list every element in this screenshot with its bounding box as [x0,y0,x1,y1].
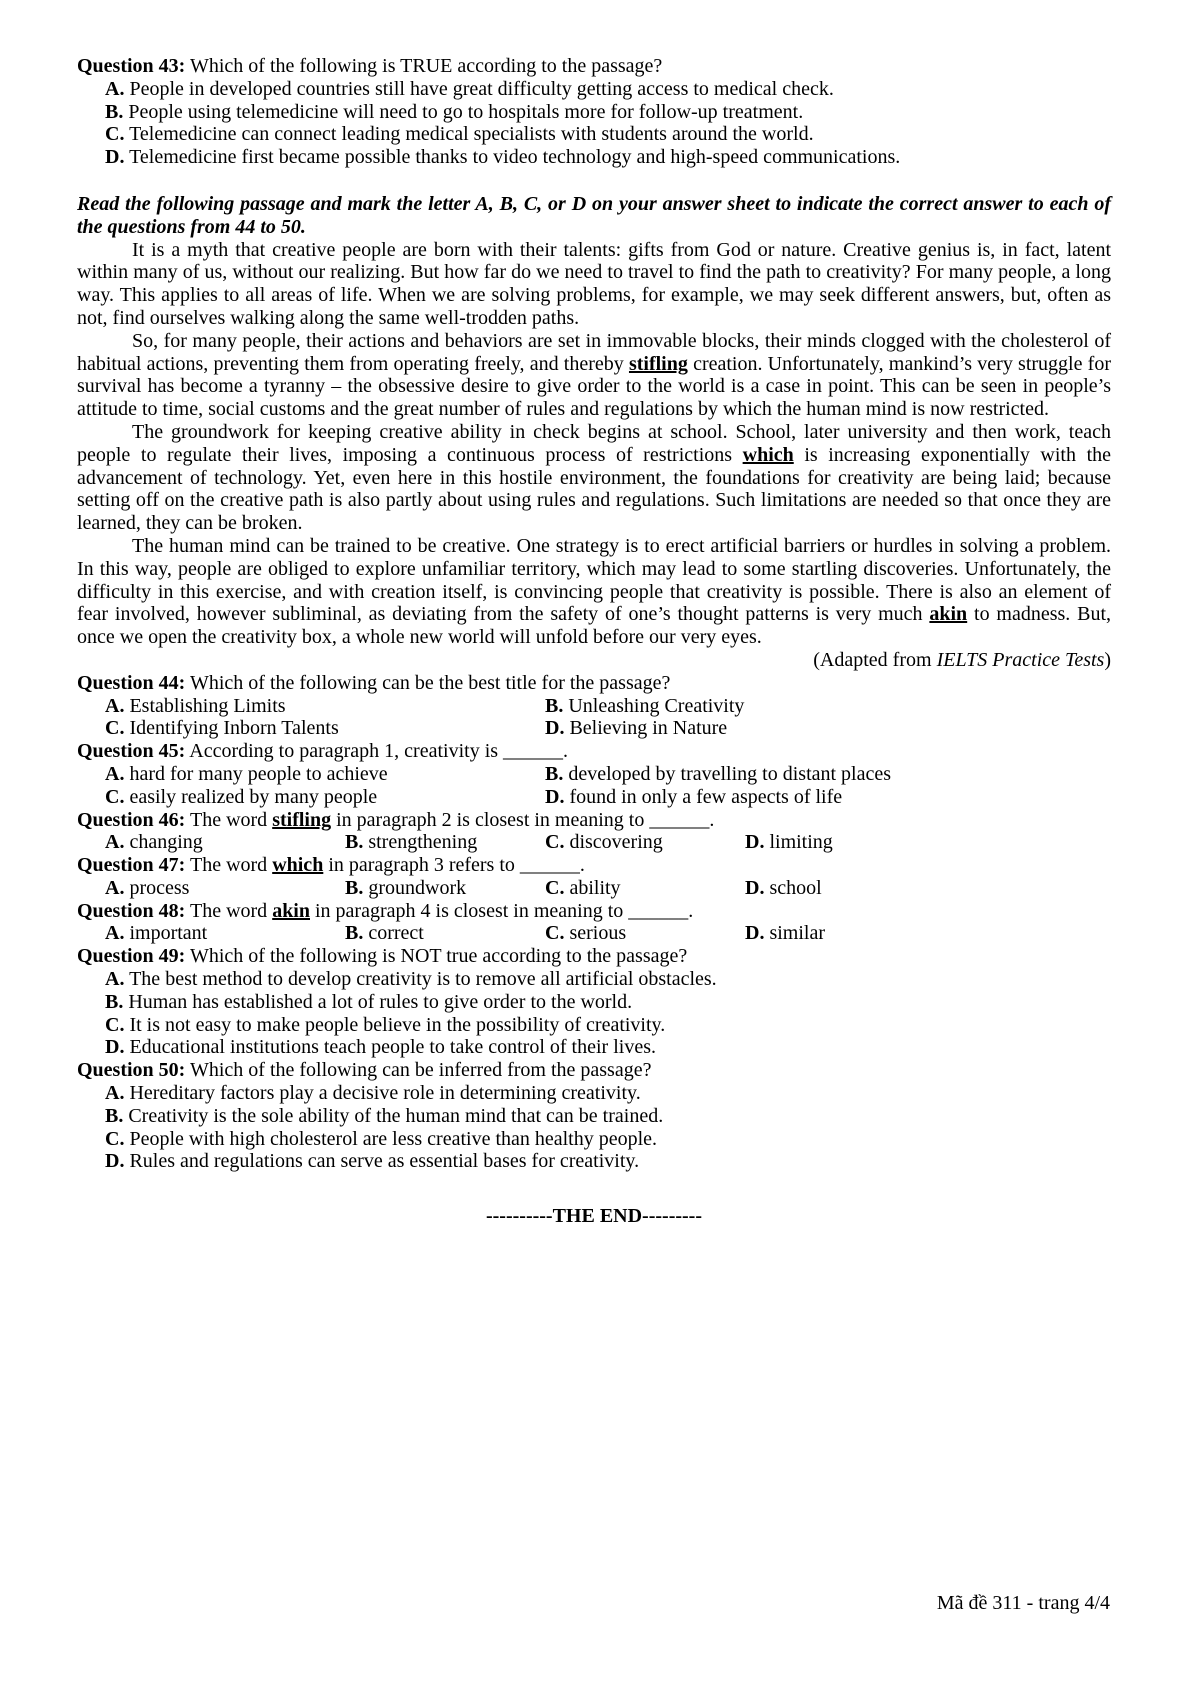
question-49 [77,945,1111,1059]
question-49-stem-text: Which of the following is NOT true according to the passage? [189,945,688,968]
paragraph-text: The groundwork for keeping creative ability in check begins at school. School, later university and then work, teach people to regulate their lives, imposing a continuous process of restrictions [77,420,1111,466]
option-letter: A. [105,968,125,991]
option-text: school [769,876,822,899]
option-letter: D. [745,922,765,945]
question-47-stem-text: The word [189,854,273,877]
option-letter: D. [105,1036,125,1059]
question-44-option-d [545,717,1111,740]
question-49-option-c [77,1014,1111,1037]
question-46-option-c [545,831,745,854]
option-text: Establishing Limits [129,694,286,717]
question-46-option-a [105,831,345,854]
option-letter: D. [105,146,125,169]
option-letter: D. [745,831,765,854]
option-letter: B. [345,876,364,899]
question-45 [77,740,1111,808]
option-text: The best method to develop creativity is to remove all artificial obstacles. [129,968,717,991]
question-50-label: Question 50: [77,1059,186,1082]
question-48-option-a [105,922,345,945]
paragraph-text: to madness. But, once we open the creativity box, a whole new world will unfold before our very eyes. [77,603,1111,649]
option-text: Identifying Inborn Talents [129,717,339,740]
option-letter: C. [105,1127,125,1150]
option-text: Creativity is the sole ability of the human mind that can be trained. [128,1104,664,1127]
option-letter: C. [545,831,565,854]
option-letter: D. [545,785,565,808]
question-45-option-c [105,786,545,809]
option-letter: C. [545,922,565,945]
option-letter: C. [545,876,565,899]
option-letter: C. [105,123,125,146]
question-46 [77,809,1111,855]
passage-paragraph-4 [77,535,1111,649]
question-46-options-row [77,831,1111,854]
option-letter: B. [105,1104,124,1127]
keyword-akin: akin [929,603,968,626]
paragraph-text: The human mind can be trained to be creative. One strategy is to erect artificial barriers or hurdles in solving a problem. In this way, people are obliged to explore unfamiliar territory, which may lead to some startling discoveries. Unfortunately, the difficulty in this exercise, and with creation itself, is convincing people that creativity is possible. There is also an element of fear involved, however subliminal, as deviating from the safety of one’s thought patterns is very much [77,534,1111,626]
question-48-option-b [345,922,545,945]
question-50-option-c [77,1128,1111,1151]
the-end-marker: ----------THE END--------- [485,1205,702,1228]
option-text: important [129,922,208,945]
paragraph-text: So, for many people, their actions and behaviors are set in immovable blocks, their minds clogged with the cholesterol of habitual actions, preventing them from operating freely, and thereby [77,329,1111,375]
option-text: easily realized by many people [129,785,378,808]
question-47-option-c [545,877,745,900]
option-text: developed by travelling to distant places [568,762,892,785]
option-text: found in only a few aspects of life [569,785,843,808]
question-43-option-b [77,101,1111,124]
option-letter: A. [105,922,125,945]
paragraph-text: is increasing exponentially with the advancement of technology. Yet, even here in this hostile environment, the foundations for creativity are being laid; because setting off on the creative path is also partly about using rules and regulations. Such limitations are needed so that once they are learned, they can be broken. [77,443,1111,535]
question-45-option-b [545,763,1111,786]
option-text: Believing in Nature [569,717,728,740]
source-text: ) [1104,648,1111,671]
option-text: Hereditary factors play a decisive role in determining creativity. [129,1082,641,1105]
question-48 [77,900,1111,946]
option-text: hard for many people to achieve [129,762,388,785]
question-44 [77,672,1111,740]
question-43 [77,55,1111,169]
question-48-option-c [545,922,745,945]
passage-paragraph-3 [77,421,1111,535]
question-43-label: Question 43: [77,55,186,77]
keyword-stifling: stifling [628,352,688,375]
option-text: Telemedicine can connect leading medical specialists with students around the world. [129,123,814,146]
question-49-label: Question 49: [77,945,186,968]
question-44-options-row-1 [77,695,1111,718]
question-47-stem [77,854,1111,877]
question-43-option-c [77,123,1111,146]
question-47-stem-text: in paragraph 3 refers to ______. [323,854,585,877]
question-50-option-a [77,1082,1111,1105]
option-text: Telemedicine first became possible thanks to video technology and high-speed communications. [129,146,901,169]
question-45-stem-text: According to paragraph 1, creativity is ______. [189,740,569,763]
question-50-option-b [77,1105,1111,1128]
question-47-option-a [105,877,345,900]
question-44-option-a [105,695,545,718]
question-49-option-b [77,991,1111,1014]
question-47-keyword: which [272,854,324,877]
question-48-option-d [745,922,1111,945]
option-letter: A. [105,1082,125,1105]
option-letter: B. [545,762,564,785]
option-letter: A. [105,876,125,899]
option-text: ability [569,876,621,899]
option-letter: B. [345,831,364,854]
question-45-options-row-1 [77,763,1111,786]
option-text: Human has established a lot of rules to give order to the world. [128,990,633,1013]
question-50-stem [77,1059,1111,1082]
question-45-label: Question 45: [77,740,186,763]
paragraph-text: creation. Unfortunately, mankind’s very struggle for survival has become a tyranny – the obsessive desire to give order to the world is a case in point. This can be seen in people’s attitude to time, social customs and the great number of rules and regulations by which the human mind is now restricted. [77,352,1111,421]
question-43-option-a [77,78,1111,101]
question-48-stem [77,900,1111,923]
option-letter: B. [105,990,124,1013]
question-46-stem-text: in paragraph 2 is closest in meaning to ______. [331,808,715,831]
option-letter: A. [105,831,125,854]
question-45-options-row-2 [77,786,1111,809]
question-43-stem-text: Which of the following is TRUE according to the passage? [189,55,663,77]
question-48-keyword: akin [272,899,310,922]
question-48-stem-text: in paragraph 4 is closest in meaning to ______. [310,899,694,922]
option-text: process [129,876,190,899]
question-48-label: Question 48: [77,899,186,922]
option-letter: D. [545,717,565,740]
option-text: correct [368,922,424,945]
question-49-stem [77,945,1111,968]
option-letter: D. [745,876,765,899]
option-letter: A. [105,77,125,100]
question-47-option-b [345,877,545,900]
question-46-stem-text: The word [189,808,273,831]
page-footer-exam-code: Mã đề 311 - trang 4/4 [936,1592,1110,1614]
option-letter: C. [105,1013,125,1036]
question-44-option-b [545,695,1111,718]
question-49-option-a [77,968,1111,991]
question-48-stem-text: The word [189,899,273,922]
question-48-options-row [77,922,1111,945]
passage-paragraph-1: It is a myth that creative people are born with their talents: gifts from God or nature. Creative genius is, in fact, latent within many of us, without our realizing. But how far do we need to travel to find the path to creativity? For many people, a long way. This applies to all areas of life. When we are solving problems, for example, we may seek different answers, but, often as not, find ourselves walking along the same well-trodden paths. [77,238,1111,329]
question-47 [77,854,1111,900]
question-43-stem [77,55,1111,78]
option-text: Educational institutions teach people to take control of their lives. [129,1036,656,1059]
question-50 [77,1059,1111,1173]
option-text: discovering [569,831,663,854]
question-44-options-row-2 [77,717,1111,740]
question-49-option-d [77,1036,1111,1059]
question-46-option-d [745,831,1111,854]
question-43-option-d [77,146,1111,169]
question-47-option-d [745,877,1111,900]
option-letter: B. [345,922,364,945]
question-47-label: Question 47: [77,854,186,877]
passage-instruction: Read the following passage and mark the letter A, B, C, or D on your answer sheet to indicate the correct answer to each of the questions from 44 to 50. [77,192,1111,238]
option-text: changing [129,831,203,854]
option-letter: A. [105,762,125,785]
question-47-options-row [77,877,1111,900]
question-50-option-d [77,1150,1111,1173]
option-text: serious [569,922,627,945]
question-50-stem-text: Which of the following can be inferred from the passage? [189,1059,652,1082]
option-text: similar [769,922,825,945]
option-text: People in developed countries still have great difficulty getting access to medical check. [129,77,834,100]
option-text: strengthening [368,831,478,854]
option-text: People using telemedicine will need to go to hospitals more for follow-up treatment. [128,100,804,123]
option-text: People with high cholesterol are less creative than healthy people. [129,1127,658,1150]
option-text: It is not easy to make people believe in the possibility of creativity. [129,1013,666,1036]
option-letter: B. [545,694,564,717]
question-44-stem [77,672,1111,695]
question-44-option-c [105,717,545,740]
question-45-option-d [545,786,1111,809]
source-text: (Adapted from [813,648,937,671]
option-text: Unleashing Creativity [568,694,745,717]
option-letter: C. [105,785,125,808]
passage-paragraph-2 [77,330,1111,421]
option-text: Rules and regulations can serve as essential bases for creativity. [129,1150,640,1173]
page-content [77,55,1111,1228]
question-46-label: Question 46: [77,808,186,831]
source-title: IELTS Practice Tests [936,648,1105,671]
question-44-stem-text: Which of the following can be the best title for the passage? [189,671,671,694]
question-46-option-b [345,831,545,854]
question-45-stem [77,740,1111,763]
passage-source [77,649,1111,672]
keyword-which: which [742,443,794,466]
option-text: limiting [769,831,833,854]
option-letter: B. [105,100,124,123]
question-46-stem [77,809,1111,832]
option-letter: A. [105,694,125,717]
question-46-keyword: stifling [272,808,332,831]
question-44-label: Question 44: [77,671,186,694]
option-letter: D. [105,1150,125,1173]
option-letter: C. [105,717,125,740]
option-text: groundwork [368,876,467,899]
question-45-option-a [105,763,545,786]
